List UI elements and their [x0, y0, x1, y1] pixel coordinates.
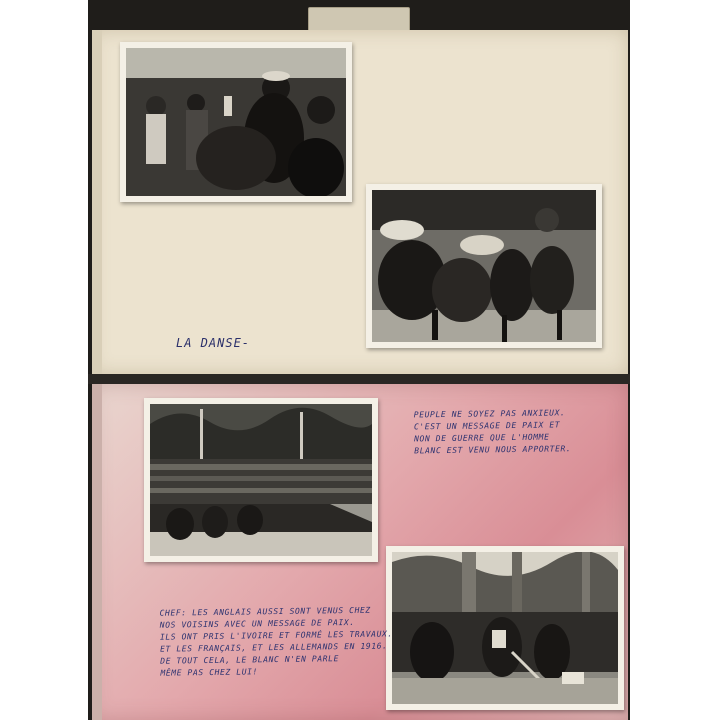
photo-seated-crowd	[144, 398, 378, 562]
photo-dancers-crowd-image	[126, 48, 346, 196]
photo-dancers-bending	[366, 184, 602, 348]
note-line: MÊME PAS CHEZ LUI!	[160, 667, 258, 678]
photo-dancers-forest	[386, 546, 624, 710]
note-line: CHEF: LES ANGLAIS AUSSI SONT VENUS CHEZ	[159, 605, 371, 618]
note-line: ET LES FRANÇAIS, ET LES ALLEMANDS EN 1916.	[160, 641, 388, 654]
note-line: C'EST UN MESSAGE DE PAIX ET	[413, 420, 561, 432]
photo-seated-crowd-image	[150, 404, 372, 556]
note-line: ILS ONT PRIS L'IVOIRE ET FORMÉ LES TRAVAUX.	[159, 629, 393, 642]
note-line: NON DE GUERRE QUE L'HOMME	[414, 432, 550, 444]
page-binding-bottom	[92, 384, 102, 720]
photo-dancers-forest-image	[392, 552, 618, 704]
note-line: BLANC EST VENU NOUS APPORTER.	[414, 444, 572, 456]
note-line: DE TOUT CELA, LE BLANC N'EN PARLE	[160, 654, 340, 666]
photo-dancers-crowd	[120, 42, 352, 202]
note-line: PEUPLE NE SOYEZ PAS ANXIEUX.	[413, 408, 566, 420]
page-binding-top	[92, 30, 102, 374]
photo-dancers-bending-image	[372, 190, 596, 342]
handwritten-note-peuple	[414, 407, 615, 458]
note-line: NOS VOISINS AVEC UN MESSAGE DE PAIX.	[159, 617, 355, 630]
handwritten-note-chef	[160, 604, 397, 679]
album-page-gap	[88, 374, 630, 384]
caption-la-danse: LA DANSE-	[176, 336, 251, 350]
